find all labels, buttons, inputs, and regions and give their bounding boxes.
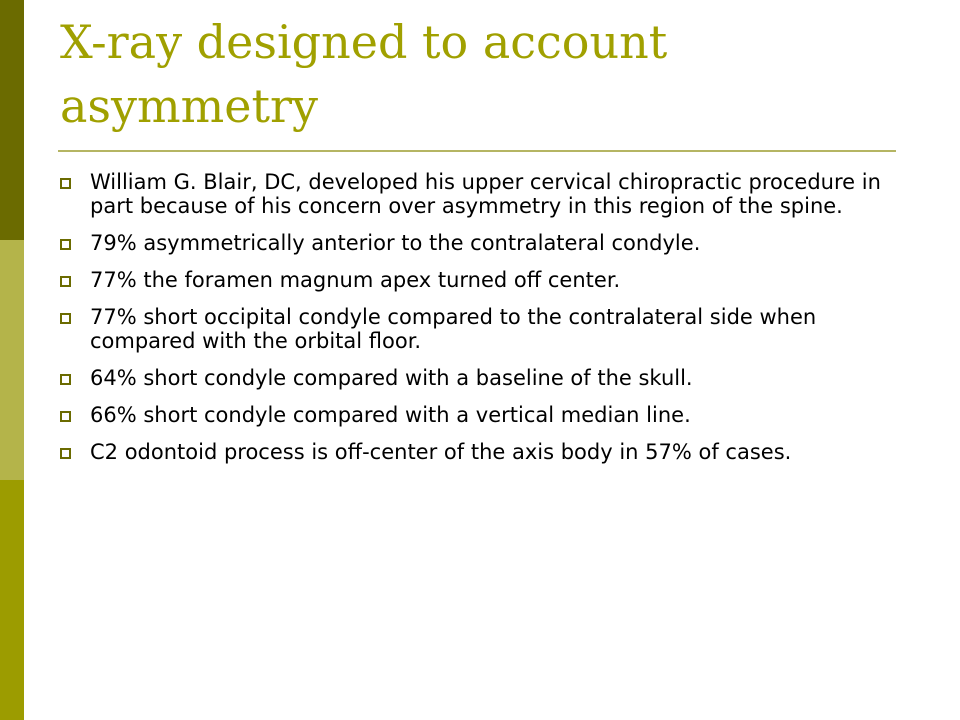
bullet-item: [60, 440, 920, 464]
bullet-item: [60, 305, 920, 353]
bullet-text: 77% short occipital condyle compared to the contralateral side when compared with the orbital floor.: [90, 305, 817, 353]
bullet-text: 77% the foramen magnum apex turned off center.: [90, 268, 621, 292]
bullet-list: [60, 170, 920, 477]
hollow-square-icon: [60, 448, 71, 459]
hollow-square-icon: [60, 313, 71, 324]
bullet-text: C2 odontoid process is off-center of the axis body in 57% of cases.: [90, 440, 792, 464]
bullet-text: William G. Blair, DC, developed his upper cervical chiropractic procedure in part because of his concern over asymmetry in this region of the spine.: [90, 170, 881, 218]
hollow-square-icon: [60, 239, 71, 250]
bullet-item: [60, 403, 920, 427]
title-divider: [58, 150, 896, 152]
bullet-text: 79% asymmetrically anterior to the contralateral condyle.: [90, 231, 701, 255]
hollow-square-icon: [60, 374, 71, 385]
bullet-text: 66% short condyle compared with a vertical median line.: [90, 403, 691, 427]
bullet-text: 64% short condyle compared with a baseline of the skull.: [90, 366, 693, 390]
bullet-item: [60, 170, 920, 218]
slide-title: X-ray designed to account asymmetry: [60, 15, 668, 133]
hollow-square-icon: [60, 411, 71, 422]
side-bar-top: [0, 0, 24, 240]
side-bar-bottom: [0, 480, 24, 720]
hollow-square-icon: [60, 276, 71, 287]
bullet-item: [60, 231, 920, 255]
bullet-item: [60, 268, 920, 292]
bullet-item: [60, 366, 920, 390]
hollow-square-icon: [60, 178, 71, 189]
side-bar-middle: [0, 240, 24, 480]
